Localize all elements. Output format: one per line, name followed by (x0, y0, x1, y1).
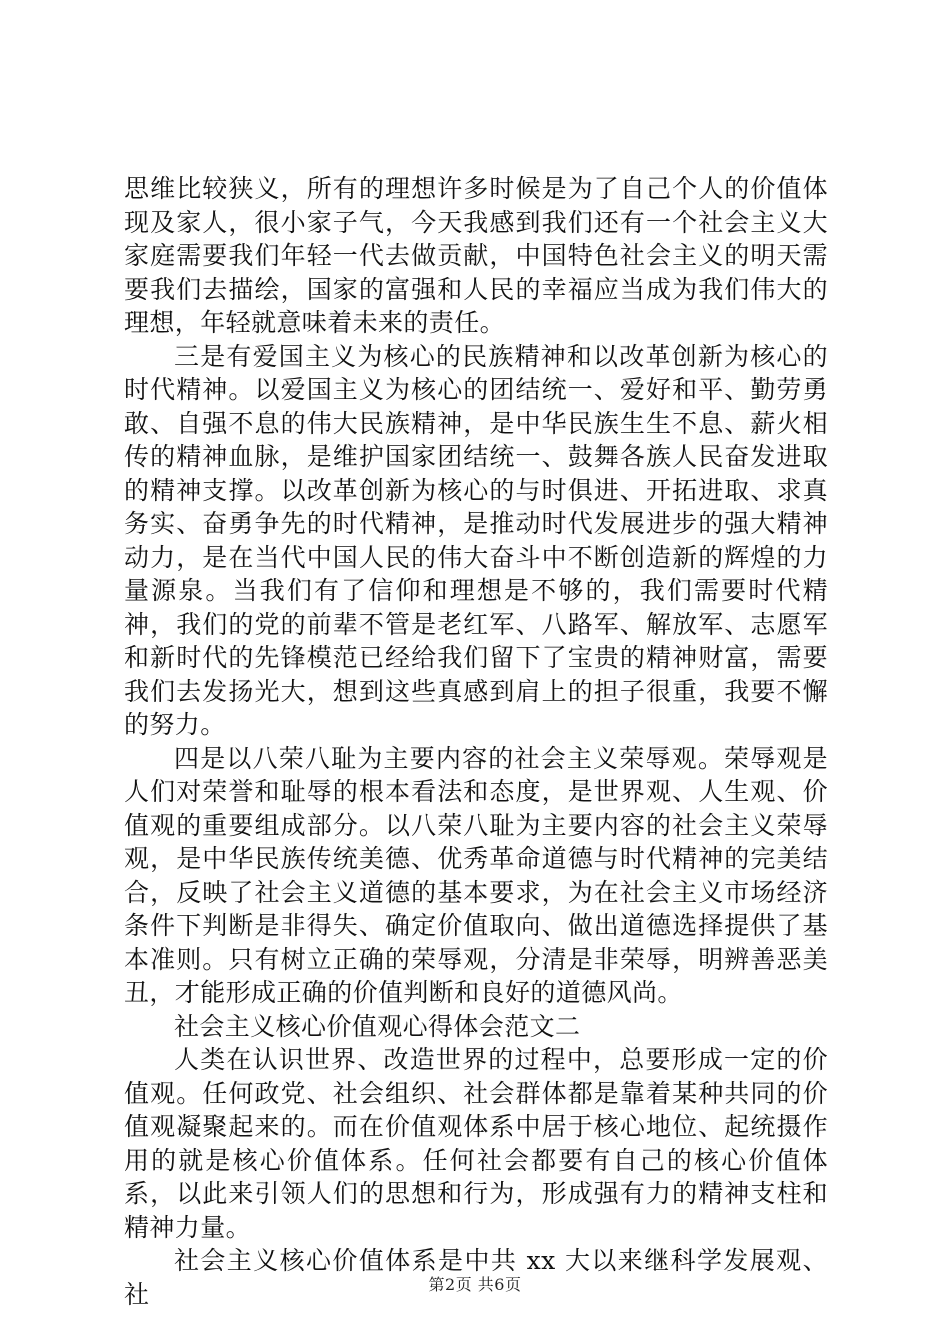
paragraph-point-three: 三是有爱国主义为核心的民族精神和以改革创新为核心的时代精神。以爱国主义为核心的团结统一、爱好和平、勤劳勇敢、自强不息的伟大民族精神，是中华民族生生不息、薪火相传的精神血脉，是维护国家团结统一、鼓舞各族人民奋发进取的精神支撑。以改革创新为核心的与时俱进、开拓进取、求真务实、奋勇争先的时代精神，是推动时代发展进步的强大精神动力，是在当代中国人民的伟大奋斗中不断创造新的辉煌的力量源泉。当我们有了信仰和理想是不够的，我们需要时代精神，我们的党的前辈不管是老红军、八路军、解放军、志愿军和新时代的先锋模范已经给我们留下了宝贵的精神财富，需要我们去发扬光大，想到这些真感到肩上的担子很重，我要不懈的努力。 (124, 341, 828, 739)
paragraph-section-two-next: 社会主义核心价值体系是中共 xx 大以来继科学发展观、社 (124, 1246, 828, 1309)
paragraph-point-four: 四是以八荣八耻为主要内容的社会主义荣辱观。荣辱观是人们对荣誉和耻辱的根本看法和态度，是世界观、人生观、价值观的重要组成部分。以八荣八耻为主要内容的社会主义荣辱观，是中华民族传统美德、优秀革命道德与时代精神的完美结合，反映了社会主义道德的基本要求，为在社会主义市场经济条件下判断是非得失、确定价值取向、做出道德选择提供了基本准则。只有树立正确的荣辱观，分清是非荣辱，明辨善恶美丑，才能形成正确的价值判断和良好的道德风尚。 (124, 743, 828, 1007)
section-heading: 社会主义核心价值观心得体会范文二 (174, 1011, 581, 1041)
paragraph-section-two-intro: 人类在认识世界、改造世界的过程中，总要形成一定的价值观。任何政党、社会组织、社会群体都是靠着某种共同的价值观凝聚起来的。而在价值观体系中居于核心地位、起统摄作用的就是核心价值体系。任何社会都要有自己的核心价值体系，以此来引领人们的思想和行为，形成强有力的精神支柱和精神力量。 (124, 1045, 828, 1242)
document-body (124, 172, 828, 1311)
page-number-footer: 第2页 共6页 (428, 1275, 522, 1294)
paragraph-continuation: 思维比较狭义，所有的理想许多时候是为了自己个人的价值体现及家人，很小家子气，今天我感到我们还有一个社会主义大家庭需要我们年轻一代去做贡献，中国特色社会主义的明天需要我们去描绘，国家的富强和人民的幸福应当成为我们伟大的理想，年轻就意味着未来的责任。 (124, 174, 828, 337)
